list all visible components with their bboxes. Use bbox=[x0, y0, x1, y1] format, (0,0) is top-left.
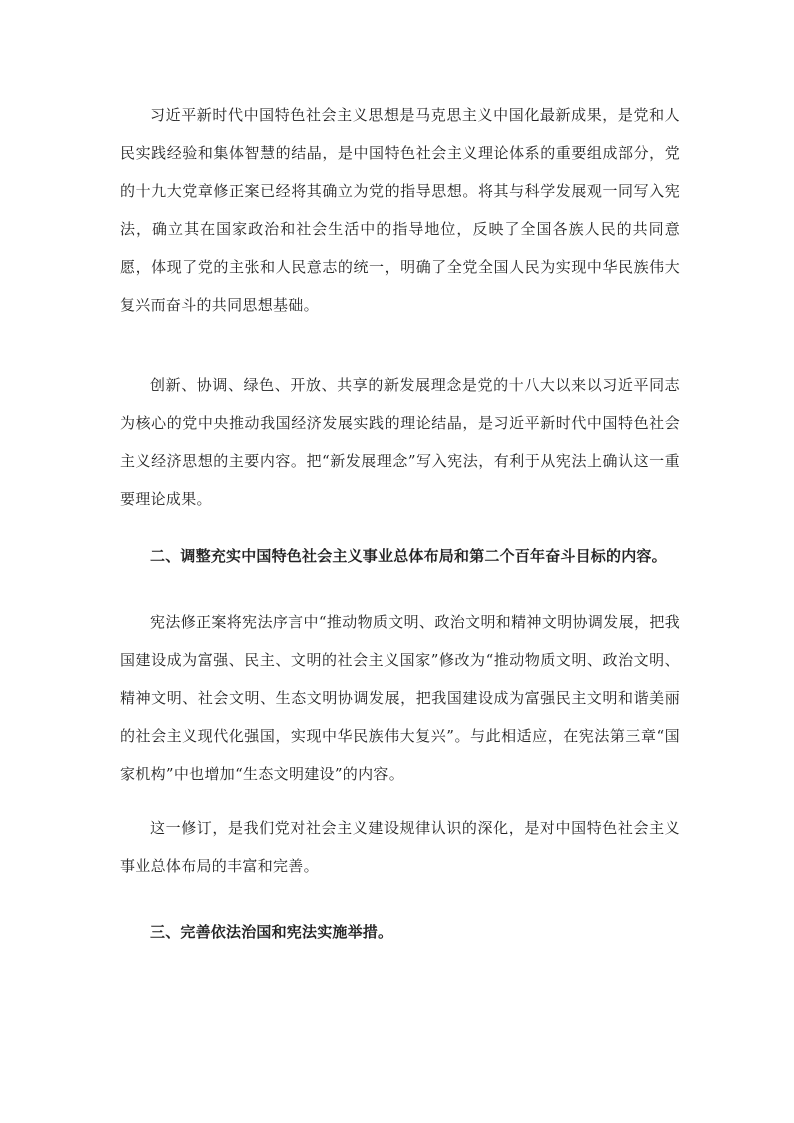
body-paragraph-revision-significance: 这一修订，是我们党对社会主义建设规律认识的深化，是对中国特色社会主义事业总体布局的丰富和完善。 bbox=[120, 819, 680, 875]
section-heading-three: 三、完善依法治国和宪法实施举措。 bbox=[150, 923, 394, 941]
body-paragraph-xi-thought: 习近平新时代中国特色社会主义思想是马克思主义中国化最新成果，是党和人民实践经验和集体智慧的结晶，是中国特色社会主义理论体系的重要组成部分，党的十九大党章修正案已经将其确立为党的指导思想。将其与科学发展观一同写入宪法，确立其在国家政治和社会生活中的指导地位，反映了全国各族人民的共同意愿，体现了党的主张和人民意志的统一，明确了全党全国人民为实现中华民族伟大复兴而奋斗的共同思想基础。 bbox=[120, 106, 680, 314]
body-paragraph-new-development-concept: 创新、协调、绿色、开放、共享的新发展理念是党的十八大以来以习近平同志为核心的党中央推动我国经济发展实践的理论结晶，是习近平新时代中国特色社会主义经济思想的主要内容。把“新发展理念”写入宪法，有利于从宪法上确认这一重要理论成果。 bbox=[120, 376, 680, 508]
section-heading-two: 二、调整充实中国特色社会主义事业总体布局和第二个百年奋斗目标的内容。 bbox=[150, 547, 667, 565]
body-paragraph-constitution-amendment: 宪法修正案将宪法序言中“推动物质文明、政治文明和精神文明协调发展，把我国建设成为富强、民主、文明的社会主义国家”修改为“推动物质文明、政治文明、精神文明、社会文明、生态文明协调发展，把我国建设成为富强民主文明和谐美丽的社会主义现代化强国，实现中华民族伟大复兴”。与此相适应，在宪法第三章“国家机构”中也增加“生态文明建设”的内容。 bbox=[120, 613, 680, 783]
